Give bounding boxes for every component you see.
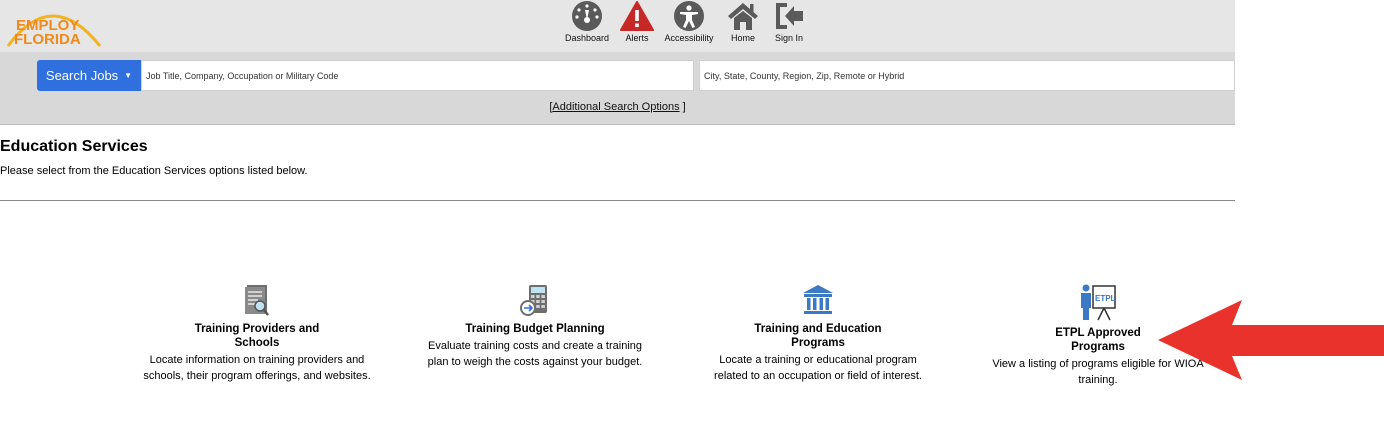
nav-alerts-label: Alerts bbox=[625, 33, 649, 43]
nav-sign-in-label: Sign In bbox=[774, 33, 804, 43]
document-search-icon bbox=[239, 282, 275, 318]
bracket-open: [ bbox=[549, 101, 553, 113]
calculator-icon bbox=[517, 282, 553, 318]
page-subtitle: Please select from the Education Services options listed below. bbox=[0, 165, 308, 177]
card-description: Locate a training or educational program related to an occupation or field of interest. bbox=[714, 354, 922, 382]
page-title: Education Services bbox=[0, 138, 148, 155]
card-training-budget[interactable] bbox=[405, 282, 665, 370]
nav-alerts[interactable] bbox=[620, 0, 654, 52]
logo-text-line1: EMPLOY bbox=[16, 17, 80, 34]
card-title: Training Budget Planning bbox=[465, 323, 605, 335]
alert-icon bbox=[620, 0, 654, 32]
site-header bbox=[0, 0, 1235, 52]
etpl-board-text: ETPL bbox=[1095, 294, 1116, 303]
card-title: ETPL Approved Programs bbox=[1055, 327, 1141, 353]
card-title: Training and Education Programs bbox=[754, 323, 882, 349]
section-divider bbox=[0, 200, 1235, 201]
nav-dashboard-label: Dashboard bbox=[564, 33, 610, 43]
bracket-close: ] bbox=[682, 101, 686, 113]
home-icon bbox=[726, 0, 760, 32]
presentation-board-icon bbox=[1078, 282, 1118, 322]
nav-accessibility[interactable] bbox=[660, 0, 718, 52]
nav-home-label: Home bbox=[730, 33, 755, 43]
nav-sign-in[interactable] bbox=[768, 0, 810, 52]
red-arrow-annotation-icon bbox=[1150, 300, 1384, 382]
nav-accessibility-label: Accessibility bbox=[664, 33, 714, 43]
sign-in-icon bbox=[773, 0, 805, 32]
location-input[interactable] bbox=[699, 60, 1235, 91]
search-jobs-button[interactable] bbox=[37, 60, 141, 91]
job-title-input[interactable] bbox=[141, 60, 694, 91]
card-title: Training Providers and Schools bbox=[194, 323, 320, 349]
additional-search-options-link[interactable]: Additional Search Options bbox=[552, 101, 680, 113]
card-description: View a listing of programs eligible for WIOA training. bbox=[992, 358, 1204, 386]
dashboard-icon bbox=[571, 0, 603, 32]
institution-icon bbox=[800, 282, 836, 318]
caret-down-icon: ▼ bbox=[124, 71, 133, 80]
nav-dashboard[interactable] bbox=[560, 0, 614, 52]
logo-text-line2: FLORIDA bbox=[14, 31, 81, 48]
card-training-programs[interactable] bbox=[688, 282, 948, 384]
nav-home[interactable] bbox=[724, 0, 762, 52]
card-description: Evaluate training costs and create a training plan to weigh the costs against your budget. bbox=[427, 340, 643, 368]
additional-search-options bbox=[0, 101, 1235, 113]
card-training-providers[interactable] bbox=[127, 282, 387, 384]
card-description: Locate information on training providers and schools, their program offerings, and websites. bbox=[143, 354, 371, 382]
job-search-bar bbox=[0, 52, 1235, 125]
search-jobs-label: Search Jobs bbox=[45, 68, 119, 83]
employ-florida-logo[interactable] bbox=[0, 0, 110, 52]
accessibility-icon bbox=[673, 0, 705, 32]
top-nav bbox=[560, 0, 816, 52]
